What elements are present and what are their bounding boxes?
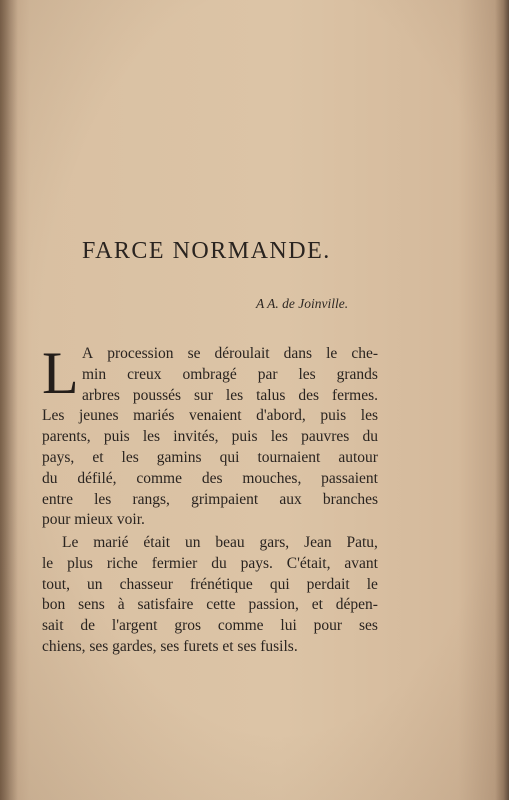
word: talus: [256, 386, 286, 404]
word: tout,: [42, 575, 70, 593]
text-line: [42, 448, 378, 469]
line-text: [82, 386, 378, 407]
word: un: [184, 534, 201, 551]
word: C'était,: [286, 554, 331, 572]
word: les: [142, 428, 161, 446]
text-line: [42, 386, 378, 407]
word: che-: [351, 345, 378, 362]
line-text: [42, 616, 378, 637]
word: poussés: [132, 386, 182, 404]
text-line: [42, 365, 378, 386]
word: les: [360, 407, 378, 425]
word: plus: [67, 554, 93, 572]
word: qui: [219, 448, 240, 466]
word: de: [80, 617, 96, 635]
word: fermier: [151, 554, 198, 572]
word: satisfaire: [137, 596, 194, 614]
text-line: [42, 595, 378, 616]
word: A: [82, 345, 94, 362]
text-line: [42, 554, 378, 575]
word: du: [362, 428, 378, 446]
word: parents,: [42, 428, 91, 446]
word: Le: [62, 534, 79, 551]
word: Les: [42, 407, 65, 425]
word: pays.: [240, 554, 273, 572]
word: procession: [107, 345, 174, 362]
word: des: [298, 386, 319, 404]
word: et: [311, 596, 323, 614]
word: bon: [42, 596, 66, 614]
paragraph-2: [42, 533, 378, 658]
word: le: [42, 554, 54, 572]
word: dans: [283, 345, 313, 362]
word: creux: [127, 365, 162, 383]
word: un: [87, 575, 103, 593]
word: dépen-: [335, 596, 378, 614]
word: du: [211, 554, 227, 572]
text-line: [42, 469, 378, 490]
word: sait: [42, 617, 64, 635]
text-line: [42, 510, 378, 531]
word: puis: [103, 428, 130, 446]
word: les: [225, 386, 244, 404]
word: comme: [217, 617, 264, 635]
word: avant: [344, 554, 378, 572]
word: sur: [194, 386, 213, 404]
line-text: [82, 365, 378, 386]
drop-cap: L: [42, 340, 79, 406]
word: pour: [313, 617, 343, 635]
text-line: [42, 427, 378, 448]
paragraph-1: [42, 340, 378, 531]
word: beau: [215, 534, 245, 551]
word: autour: [338, 448, 378, 466]
word: passaient: [321, 469, 378, 487]
word: du: [42, 469, 58, 487]
word: pauvres: [301, 428, 350, 446]
word: l'argent: [111, 617, 158, 635]
text-line: [42, 406, 378, 427]
word: arbres: [82, 386, 120, 404]
page-title: FARCE NORMANDE.: [82, 238, 331, 264]
page-gutter-shadow: [0, 0, 18, 800]
word: les: [270, 428, 288, 446]
line-text: [42, 469, 378, 490]
word: ses: [358, 617, 378, 635]
word: déroulait: [214, 345, 270, 362]
word: grimpaient: [191, 490, 259, 508]
word: qui: [269, 575, 290, 593]
word: grands: [336, 365, 378, 383]
word: les: [121, 448, 139, 466]
word: cette: [206, 596, 236, 614]
word: défilé,: [77, 469, 117, 487]
word: gamins: [156, 448, 202, 466]
word: fermes.: [331, 386, 378, 404]
word: rangs,: [132, 490, 170, 508]
word: était: [143, 534, 171, 551]
line-text: [42, 595, 378, 616]
word: ombragé: [182, 365, 237, 383]
word: puis: [320, 407, 347, 425]
word: lui: [280, 617, 297, 635]
line-text: [62, 533, 378, 554]
word: marié: [93, 534, 129, 551]
word: riche: [106, 554, 138, 572]
word: entre: [42, 490, 73, 508]
word: passion,: [248, 596, 299, 614]
line-text: pour mieux voir.: [42, 511, 145, 529]
line-text: [42, 554, 378, 575]
line-text: [42, 448, 378, 469]
word: gars,: [259, 534, 290, 551]
dedication: A A. de Joinville.: [256, 296, 349, 311]
text-line: [42, 575, 378, 596]
word: Patu,: [346, 534, 378, 551]
word: chasseur: [119, 575, 173, 593]
word: tournaient: [257, 448, 321, 466]
word: se: [187, 345, 201, 362]
word: les: [298, 365, 316, 383]
word: mouches,: [242, 469, 302, 487]
word: puis: [231, 428, 258, 446]
word: sens: [78, 596, 105, 614]
word: gros: [174, 617, 202, 635]
line-text: [42, 490, 378, 511]
word: les: [94, 490, 112, 508]
word: d'abord,: [256, 407, 306, 425]
word: comme: [136, 469, 182, 487]
word: Jean: [304, 534, 332, 551]
word: à: [117, 596, 125, 614]
line-text: [42, 406, 378, 427]
text-line: [42, 533, 378, 554]
word: le: [326, 345, 338, 362]
text-line: [42, 616, 378, 637]
word: branches: [322, 490, 378, 508]
line-text: [82, 344, 378, 365]
word: min: [82, 365, 107, 383]
text-line: [42, 490, 378, 511]
line-text: chiens, ses gardes, ses furets et ses fusils.: [42, 637, 298, 655]
word: pays,: [42, 448, 75, 466]
word: des: [201, 469, 223, 487]
word: venaient: [189, 407, 242, 425]
text-line: [42, 637, 378, 658]
word: aux: [279, 490, 302, 508]
word: par: [257, 365, 278, 383]
word: jeunes: [78, 407, 119, 425]
word: perdait: [306, 575, 350, 593]
page-edge-shadow: [495, 0, 509, 800]
word: le: [366, 575, 378, 593]
word: et: [92, 448, 104, 466]
text-line: [42, 344, 378, 365]
line-text: [42, 427, 378, 448]
word: frénétique: [189, 575, 253, 593]
word: invités,: [173, 428, 219, 446]
line-text: [42, 575, 378, 596]
word: mariés: [133, 407, 175, 425]
